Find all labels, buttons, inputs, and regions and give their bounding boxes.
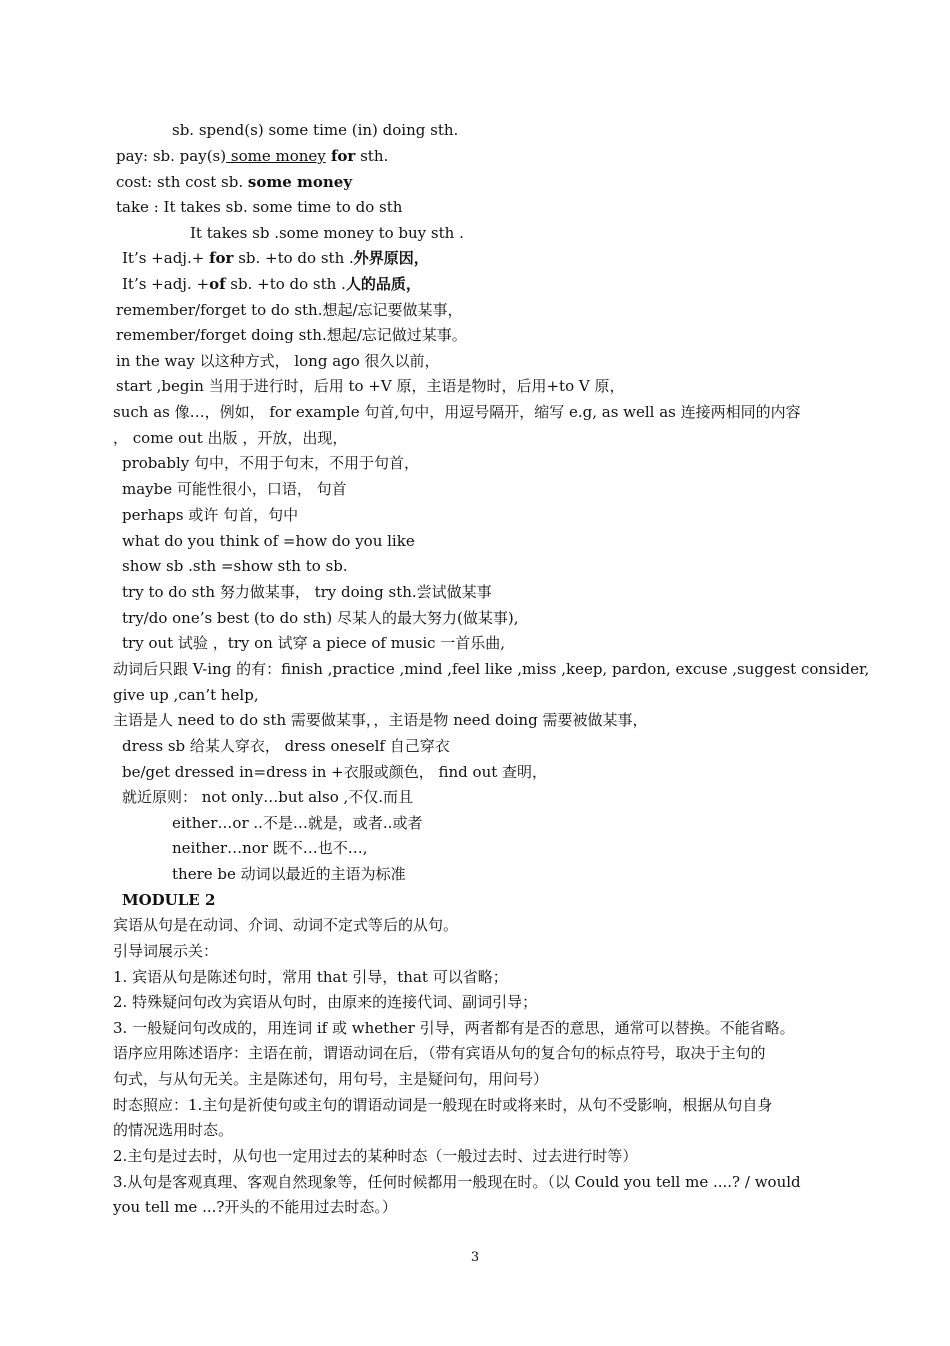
bold-text: of [209,275,226,293]
text-line: 动词后只跟 V-ing 的有：finish ,practice ,mind ,feel like ,miss ,keep, pardon, excuse ,suggest consider, [113,660,870,678]
bold-text: for [325,147,356,165]
text-line: 2. 特殊疑问句改为宾语从句时，由原来的连接代词、副词引导； [113,993,538,1011]
text-line: 语序应用陈述语序：主语在前，谓语动词在后，（带有宾语从句的复合句的标点符号，取决于主句的 [113,1044,766,1062]
text-run: sth. [355,147,389,165]
bold-text: 人的品质， [345,275,421,293]
text-run: cost: sth cost sb. [116,173,248,191]
text-line: remember/forget doing sth.想起/忘记做过某事。 [116,326,467,344]
bold-text: for [209,249,234,267]
text-line: 时态照应：1.主句是祈使句或主句的谓语动词是一般现在时或将来时，从句不受影响，根据从句自身 [113,1096,773,1114]
text-line: there be 动词以最近的主语为标准 [172,865,406,883]
text-line: ， come out 出版 ，开放，出现， [113,429,348,447]
text-line: give up ,can’t help, [113,686,259,704]
text-line: remember/forget to do sth.想起/忘记要做某事， [116,301,463,319]
text-line: 1. 宾语从句是陈述句时，常用 that 引导，that 可以省略； [113,968,508,986]
text-run: sb. +to do sth . [225,275,346,293]
text-line: start ,begin 当用于进行时，后用 to +V 原，主语是物时，后用+to V 原， [116,377,625,395]
text-run: It’s +adj.+ [122,249,210,267]
text-line: try to do sth 努力做某事， try doing sth.尝试做某事 [122,583,492,601]
text-line: 3.从句是客观真理、客观自然现象等，任何时候都用一般现在时。（以 Could you tell me ....? / would [113,1173,801,1191]
text-line: show sb .sth =show sth to sb. [122,557,348,575]
text-line: maybe 可能性很小，口语， 句首 [122,480,347,498]
text-line: probably 句中，不用于句末，不用于句首， [122,454,419,472]
text-line: neither…nor 既不…也不…, [172,839,368,857]
text-line: 句式，与从句无关。主是陈述句，用句号，主是疑问句，用问号） [113,1070,549,1088]
text-line: try/do one’s best (to do sth) 尽某人的最大努力(做某事), [122,609,519,627]
text-line: take : It takes sb. some time to do sth [116,198,403,216]
text-line: 的情况选用时态。 [113,1121,234,1139]
text-line: dress sb 给某人穿衣， dress oneself 自己穿衣 [122,737,450,755]
text-line: 2.主句是过去时，从句也一定用过去的某种时态（一般过去时、过去进行时等） [113,1147,638,1165]
text-line: either…or ..不是…就是，或者..或者 [172,814,423,832]
text-run: It’s +adj. + [122,275,210,293]
text-line [122,248,429,268]
section-heading: MODULE 2 [122,891,216,909]
text-line: 引导词展示关： [113,942,219,960]
text-line: such as 像…，例如， for example 句首,句中，用逗号隔开，缩写 e.g, as well as 连接两相同的内容 [113,403,801,421]
text-line: in the way 以这种方式， long ago 很久以前， [116,352,440,370]
text-line: It takes sb .some money to buy sth . [190,224,464,242]
text-line: 主语是人 need to do sth 需要做某事，，主语是物 need doing 需要被做某事， [113,711,648,729]
text-run: sb. +to do sth . [233,249,354,267]
text-line: be/get dressed in=dress in +衣服或颜色， find out 查明， [122,763,548,781]
text-run: pay: sb. pay(s) [116,147,227,165]
text-line: try out 试验 ，try on 试穿 a piece of music 一首乐曲, [122,634,506,652]
bold-text: 外界原因， [353,249,429,267]
text-line: what do you think of =how do you like [122,532,415,550]
text-line: 就近原则： not only…but also ,不仅.而且 [122,788,414,806]
underlined-text: some money [226,147,326,165]
text-line: sb. spend(s) some time (in) doing sth. [172,121,459,139]
text-line: perhaps 或许 句首，句中 [122,506,299,524]
text-line [116,172,352,192]
page-number: 3 [470,1250,480,1265]
text-line [116,146,388,166]
text-line: you tell me ...?开头的不能用过去时态。） [113,1198,397,1216]
text-line [122,274,421,294]
text-line: 3. 一般疑问句改成的，用连词 if 或 whether 引导，两者都有是否的意思，通常可以替换。不能省略。 [113,1019,795,1037]
bold-text: some money [247,173,353,191]
text-line: 宾语从句是在动词、介词、动词不定式等后的从句。 [113,916,459,934]
